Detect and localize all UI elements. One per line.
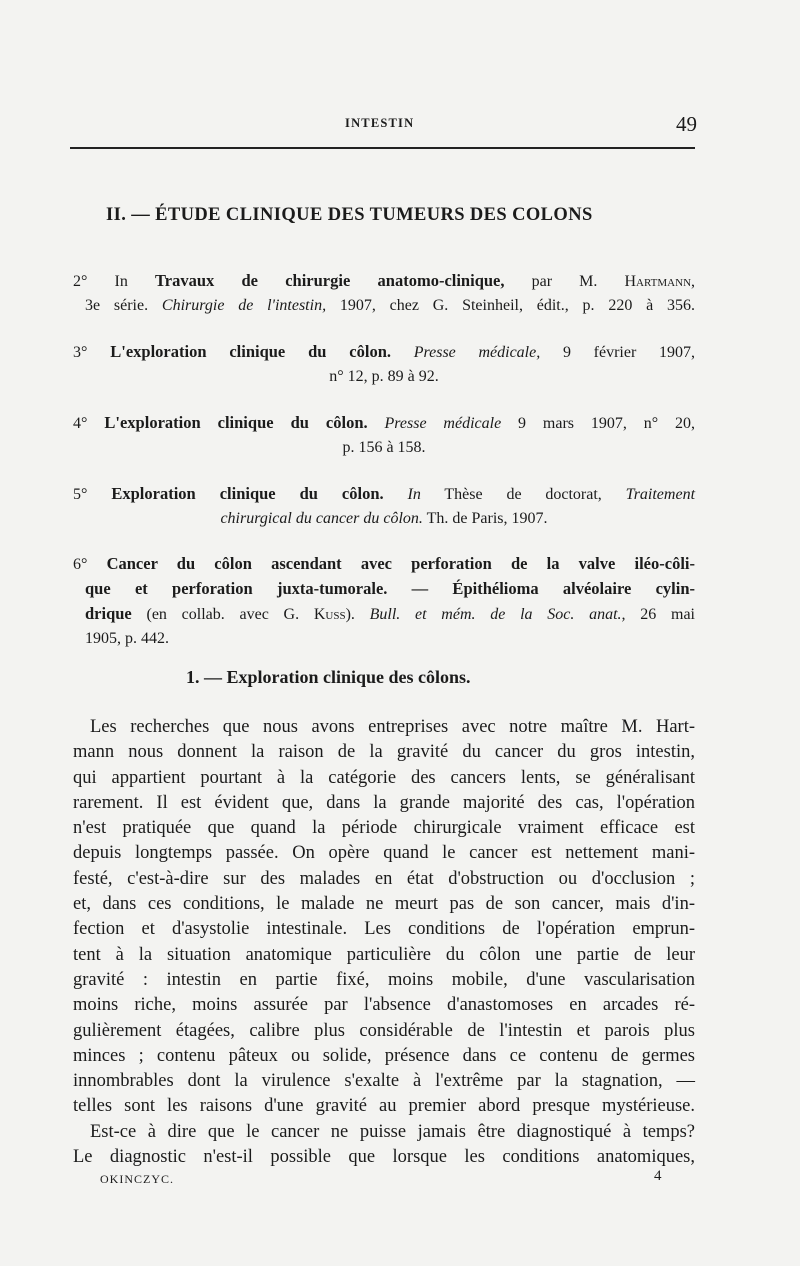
- entry-title: L'exploration clinique du côlon.: [87, 342, 391, 361]
- body-line: n'est pratiquée que quand la période chirurgicale vraiment efficace est: [73, 818, 695, 839]
- body-paragraph: [73, 715, 695, 1170]
- page-number: 49: [676, 112, 697, 136]
- entry-title: Travaux de chirurgie anatomo-clinique,: [154, 271, 505, 290]
- body-line: fection et d'asystolie intestinale. Les conditions de l'opération emprun-: [73, 919, 695, 940]
- body-line: moins riche, moins assurée par l'absence d'anastomoses en arcades ré-: [73, 995, 695, 1016]
- author-name: Hartmann,: [624, 273, 696, 290]
- body-line: et, dans ces conditions, le malade ne meurt pas de son cancer, mais d'in-: [73, 894, 695, 915]
- running-head: [70, 112, 695, 142]
- body-line: Est-ce à dire que le cancer ne puisse jamais être diagnostiqué à temps?: [90, 1121, 695, 1142]
- entry-number: 4°: [73, 415, 88, 432]
- coauthor-name: Kuss: [313, 606, 346, 623]
- body-line: Les recherches que nous avons entreprises avec notre maître M. Hart-: [90, 717, 695, 737]
- bibliography-entry-3: 3° L'exploration clinique du côlon. Presse médicale, 9 février 1907, n° 12, p. 89 à 92.: [73, 342, 695, 385]
- entry-number: 5°: [73, 486, 88, 503]
- bibliography-entry-5: 5° Exploration clinique du côlon. In Thèse de doctorat, Traitement chirurgical du cancer du côlon. Th. de Paris, 1907.: [73, 484, 696, 527]
- bibliography-entry-2: 2° In Travaux de chirurgie anatomo-clinique, par M. Hartmann, 3e série. Chirurgie de l'intestin, 1907, chez G. Steinheil, édit., p. 220 à 356.: [73, 271, 696, 314]
- body-line: telles sont les raisons d'une gravité au premier abord presque mystérieuse.: [73, 1096, 695, 1117]
- journal-name: Presse médicale,: [391, 344, 541, 361]
- running-title: INTESTIN: [345, 116, 415, 130]
- subsection-title: 1. — Exploration clinique des côlons.: [186, 667, 471, 687]
- journal-name: Bull. et mém. de la Soc. anat.,: [369, 606, 626, 623]
- sheet-number: 4: [654, 1168, 662, 1184]
- body-line: festé, c'est-à-dire sur des malades en état d'obstruction ou d'occlusion ;: [73, 868, 695, 889]
- entry-number: 6°: [73, 556, 88, 573]
- body-line: qui appartient pourtant à la catégorie des cancers lents, se généralisant: [73, 767, 695, 788]
- section-title: II. — ÉTUDE CLINIQUE DES TUMEURS DES COLONS: [106, 205, 593, 225]
- bibliography-entry-6: 6° Cancer du côlon ascendant avec perforation de la valve iléo-côli- que et perforation juxta-tumorale. — Épithélioma alvéolaire cylin- drique (en collab. avec G. Kuss). Bull. et mém. de la Soc. anat., 26 mai 1905, p. 442.: [73, 554, 696, 647]
- entry-title: Exploration clinique du côlon.: [87, 484, 384, 503]
- journal-name: Presse médicale: [367, 415, 502, 432]
- body-line: rarement. Il est évident que, dans la grande majorité des cas, l'opération: [73, 792, 695, 813]
- entry-title: L'exploration clinique du côlon.: [87, 413, 368, 432]
- book-title: Chirurgie de l'intestin,: [161, 297, 327, 314]
- body-line: gravité : intestin en partie fixé, moins mobile, d'une vascularisation: [73, 969, 695, 990]
- bibliography-entry-4: 4° L'exploration clinique du côlon. Presse médicale 9 mars 1907, n° 20, p. 156 à 158.: [73, 413, 696, 456]
- thesis-title: chirurgical du cancer du côlon.: [220, 510, 423, 527]
- body-line: depuis longtemps passée. On opère quand le cancer est nettement mani-: [73, 843, 695, 864]
- body-line: tent à la situation anatomique particulière du côlon une partie de leur: [73, 944, 695, 965]
- body-line: minces ; contenu pâteux ou solide, présence dans ce contenu de germes: [73, 1045, 695, 1066]
- header-rule: [70, 147, 695, 149]
- entry-number: 2°: [73, 273, 88, 290]
- body-line: innombrables dont la virulence s'exalte à l'extrême par la stagnation, —: [73, 1071, 695, 1092]
- body-line: Le diagnostic n'est-il possible que lorsque les conditions anatomiques,: [73, 1147, 695, 1168]
- body-line: gulièrement étagées, calibre plus considérable de l'intestin et parois plus: [73, 1020, 695, 1041]
- entry-number: 3°: [73, 344, 88, 361]
- footer-signature: OKINCZYC.: [100, 1172, 174, 1186]
- body-line: mann nous donnent la raison de la gravité du cancer du gros intestin,: [73, 742, 695, 763]
